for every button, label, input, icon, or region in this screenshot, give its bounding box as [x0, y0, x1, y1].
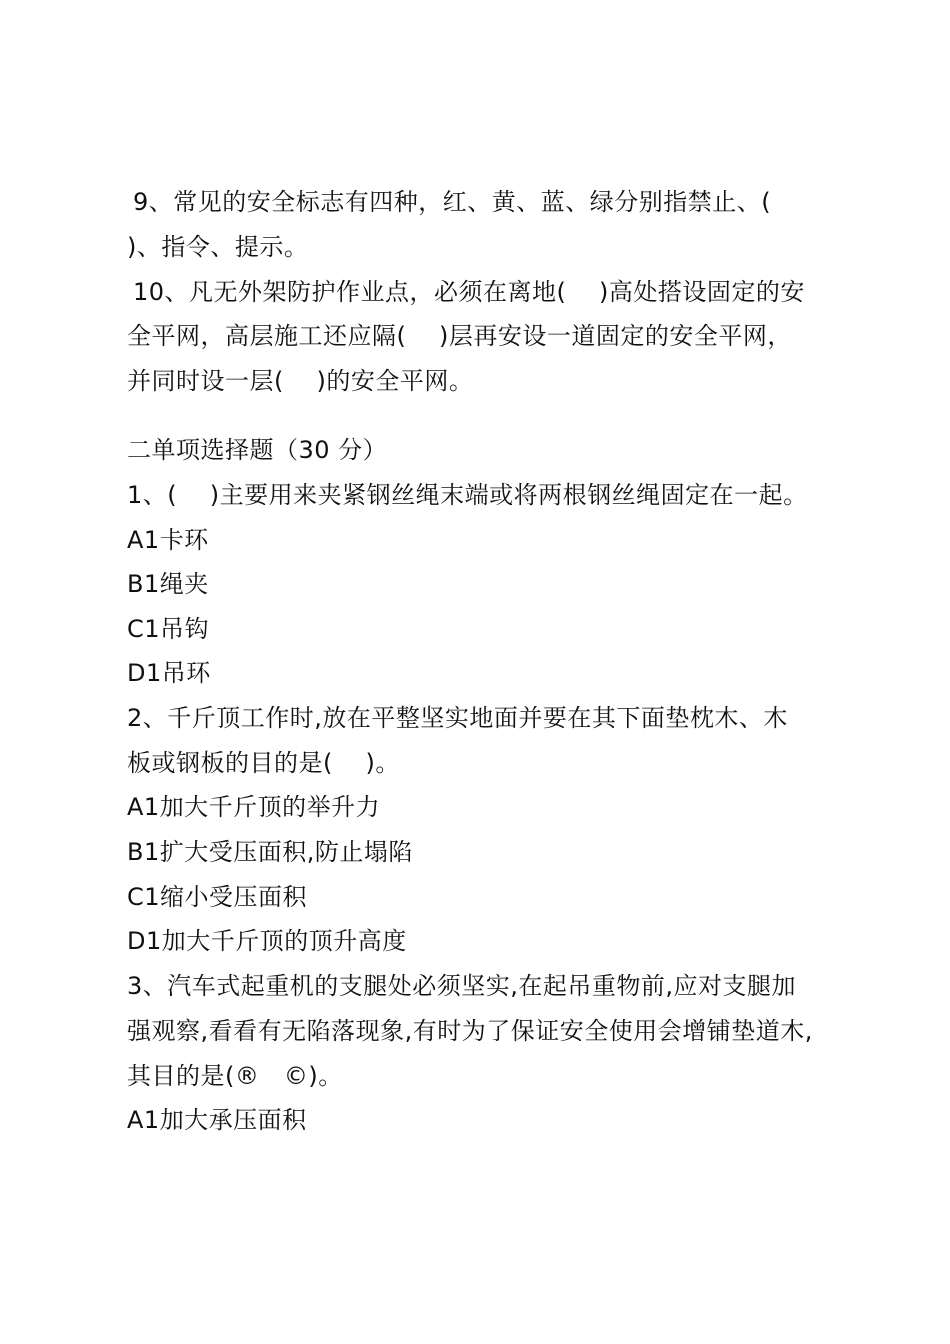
choice-question-3-line-1: 3、汽车式起重机的支腿处必须坚实,在起吊重物前,应对支腿加 [127, 972, 797, 1000]
section-title: 二单项选择题（30 分） [127, 436, 388, 464]
choice-question-2-line-1: 2、千斤顶工作时,放在平整坚实地面并要在其下面垫枕木、木 [127, 704, 788, 732]
choice-2-option-b: B1扩大受压面积,防止塌陷 [127, 838, 413, 866]
choice-1-option-c: C1吊钩 [127, 615, 210, 643]
choice-question-3-line-2: 强观察,看看有无陷落现象,有时为了保证安全使用会增铺垫道木, [127, 1017, 813, 1045]
question-10-line-2: 全平网，高层施工还应隔( )层再安设一道固定的安全平网， [127, 322, 792, 350]
choice-3-option-a: A1加大承压面积 [127, 1106, 307, 1134]
choice-question-3-line-3: 其目的是(® ©)。 [127, 1062, 343, 1090]
question-9-line-1: 9、常见的安全标志有四种，红、黄、蓝、绿分别指禁止、( [133, 188, 772, 216]
question-10-line-1: 10、凡无外架防护作业点，必须在离地( )高处搭设固定的安 [133, 278, 805, 306]
question-10-line-3: 并同时设一层( )的安全平网。 [127, 367, 474, 395]
choice-1-option-b: B1绳夹 [127, 570, 209, 598]
choice-2-option-a: A1加大千斤顶的举升力 [127, 793, 381, 821]
question-9-line-2: )、指令、提示。 [127, 233, 309, 261]
choice-question-2-line-2: 板或钢板的目的是( )。 [127, 749, 400, 777]
choice-question-1: 1、( )主要用来夹紧钢丝绳末端或将两根钢丝绳固定在一起。 [127, 481, 808, 509]
choice-2-option-d: D1加大千斤顶的顶升高度 [127, 927, 407, 955]
choice-1-option-d: D1吊环 [127, 659, 211, 687]
choice-2-option-c: C1缩小受压面积 [127, 883, 308, 911]
choice-1-option-a: A1卡环 [127, 526, 209, 554]
